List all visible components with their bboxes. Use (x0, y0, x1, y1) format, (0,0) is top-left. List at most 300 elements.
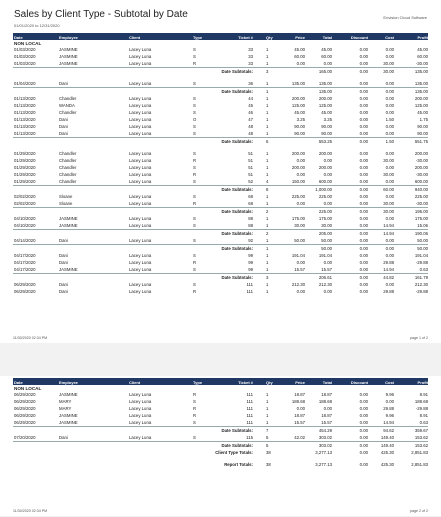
cell-ticket: 33 (248, 61, 253, 66)
subtotal-label: Date Subtotals: (221, 209, 253, 214)
column-header-total: Total (322, 34, 332, 40)
cell-discount: 0.00 (359, 131, 368, 136)
cell-client: Lacey Luna (129, 81, 152, 86)
cell-date: 06/29/2020 (14, 289, 36, 294)
cell-client: Lacey Luna (129, 47, 152, 52)
cell-cost: 29.88 (383, 289, 394, 294)
cell-cost: 14.94 (383, 267, 394, 272)
cell-cost: 9.96 (385, 413, 394, 418)
cell-client: Lacey Luna (129, 54, 152, 59)
cell-cost: 0.00 (385, 54, 394, 59)
column-header-type: Type (193, 34, 203, 40)
cell-cost: 149.40 (380, 435, 394, 440)
cell-price: 0.00 (296, 406, 305, 411)
cell-ticket: 51 (248, 158, 253, 163)
cell-discount: 0.00 (359, 187, 368, 192)
subtotal-label: Report Totals: (224, 462, 253, 467)
table-row (13, 391, 428, 398)
cell-profit: 135.00 (414, 89, 428, 94)
table-row (13, 259, 428, 266)
cell-discount: 0.00 (359, 231, 368, 236)
cell-employee: Dani (59, 124, 68, 129)
table-row (13, 200, 428, 207)
cell-employee: Chandler (59, 96, 77, 101)
cell-qty: 1 (266, 223, 269, 228)
cell-discount: 0.00 (359, 110, 368, 115)
cell-client: Lacey Luna (129, 61, 152, 66)
cell-date: 01/13/2020 (14, 96, 36, 101)
table-row (13, 419, 428, 426)
cell-cost: 0.00 (385, 282, 394, 287)
cell-cost: 0.00 (385, 89, 394, 94)
cell-client: Lacey Luna (129, 223, 152, 228)
cell-total: 0.00 (323, 172, 332, 177)
cell-client: Lacey Luna (129, 110, 152, 115)
cell-discount: 0.00 (359, 54, 368, 59)
cell-discount: 0.00 (359, 124, 368, 129)
cell-qty: 1 (266, 406, 269, 411)
cell-qty: 1 (266, 124, 269, 129)
cell-date: 06/29/2020 (14, 392, 36, 397)
cell-cost: 0.00 (385, 96, 394, 101)
cell-discount: 0.00 (359, 406, 368, 411)
cell-total: 175.00 (318, 216, 332, 221)
cell-type: O (193, 117, 197, 122)
cell-discount: 0.00 (359, 289, 368, 294)
cell-discount: 0.00 (359, 246, 368, 251)
table-row (13, 109, 428, 116)
totals-row (13, 461, 428, 468)
cell-discount: 0.00 (359, 275, 368, 280)
cell-employee: Dani (59, 289, 68, 294)
cell-profit: 50.00 (417, 238, 428, 243)
cell-date: 04/17/2020 (14, 253, 36, 258)
print-timestamp: 11/30/2020 02:34 PM (13, 336, 48, 340)
report-rows (13, 391, 428, 468)
cell-cost: 0.00 (385, 246, 394, 251)
subtotal-row (13, 229, 428, 237)
cell-discount: 0.00 (359, 238, 368, 243)
cell-qty: 5 (266, 443, 269, 448)
subtotal-row (13, 137, 428, 145)
cell-cost: 0.00 (385, 216, 394, 221)
cell-cost: 0.00 (385, 81, 394, 86)
cell-total: 3,277.13 (315, 450, 332, 455)
cell-profit: 0.63 (419, 267, 428, 272)
cell-qty: 1 (266, 238, 269, 243)
cell-type: S (193, 420, 196, 425)
report-rows (13, 46, 428, 295)
cell-qty: 4 (266, 179, 269, 184)
cell-employee: MARY (59, 406, 72, 411)
cell-ticket: 51 (248, 165, 253, 170)
cell-client: Lacey Luna (129, 420, 152, 425)
cell-total: 3,277.13 (315, 462, 332, 467)
cell-price: 18.87 (294, 392, 305, 397)
cell-qty: 1 (266, 47, 269, 52)
cell-price: 175.00 (291, 216, 305, 221)
cell-type: R (193, 158, 197, 163)
cell-qty: 2 (266, 209, 269, 214)
cell-total: 0.00 (323, 158, 332, 163)
cell-type: R (193, 392, 197, 397)
cell-type: S (193, 47, 196, 52)
table-row (13, 281, 428, 288)
cell-total: 135.00 (318, 89, 332, 94)
cell-total: 60.00 (321, 54, 332, 59)
cell-cost: 0.00 (385, 131, 394, 136)
cell-profit: 190.06 (414, 231, 428, 236)
cell-total: 45.00 (321, 110, 332, 115)
totals-row (13, 449, 428, 456)
cell-cost: 29.88 (383, 406, 394, 411)
cell-profit: 359.67 (414, 428, 428, 433)
cell-profit: -30.00 (415, 201, 428, 206)
cell-discount: 0.00 (359, 201, 368, 206)
column-header-cost: Cost (385, 34, 394, 40)
cell-cost: 0.00 (385, 179, 394, 184)
cell-profit: 135.00 (414, 69, 428, 74)
cell-type: R (193, 406, 197, 411)
cell-client: Lacey Luna (129, 392, 152, 397)
cell-date: 07/20/2020 (14, 435, 36, 440)
cell-total: 135.00 (318, 81, 332, 86)
cell-cost: 149.40 (380, 443, 394, 448)
cell-type: S (193, 165, 196, 170)
cell-price: 225.00 (291, 194, 305, 199)
table-row (13, 95, 428, 102)
cell-qty: 1 (266, 61, 269, 66)
cell-employee: Dani (59, 117, 68, 122)
cell-discount: 0.00 (359, 179, 368, 184)
cell-client: Lacey Luna (129, 216, 152, 221)
cell-total: 15.57 (321, 420, 332, 425)
cell-date: 02/02/2020 (14, 194, 36, 199)
cell-profit: 2,851.83 (411, 450, 428, 455)
cell-profit: 551.75 (414, 139, 428, 144)
cell-qty: 1 (266, 158, 269, 163)
cell-client: Lacey Luna (129, 179, 152, 184)
cell-price: 90.00 (294, 124, 305, 129)
cell-cost: 1.50 (385, 139, 394, 144)
cell-qty: 1 (266, 420, 269, 425)
cell-type: S (193, 151, 196, 156)
cell-client: Lacey Luna (129, 131, 152, 136)
report-date-range: 01/01/2020 to 12/31/2020 (14, 23, 60, 28)
cell-total: 165.00 (318, 69, 332, 74)
cell-type: S (193, 399, 196, 404)
cell-client: Lacey Luna (129, 124, 152, 129)
cell-profit: 225.00 (414, 194, 428, 199)
cell-ticket: 68 (248, 194, 253, 199)
cell-ticket: 44 (248, 96, 253, 101)
cell-qty: 1 (266, 399, 269, 404)
subtotal-row (13, 67, 428, 75)
cell-price: 200.00 (291, 165, 305, 170)
subtotal-row (13, 244, 428, 252)
cell-price: 18.87 (294, 413, 305, 418)
cell-ticket: 111 (246, 392, 253, 397)
cell-profit: -30.00 (415, 158, 428, 163)
cell-date: 01/29/2020 (14, 158, 36, 163)
cell-profit: -29.88 (415, 289, 428, 294)
cell-total: 553.25 (318, 139, 332, 144)
cell-discount: 0.00 (359, 89, 368, 94)
cell-client: Lacey Luna (129, 289, 152, 294)
cell-client: Lacey Luna (129, 399, 152, 404)
column-header-qty: Qty (266, 34, 273, 40)
cell-discount: 0.00 (359, 413, 368, 418)
subtotal-label: Date Subtotals: (221, 89, 253, 94)
cell-discount: 0.00 (359, 69, 368, 74)
table-row (13, 60, 428, 67)
cell-client: Lacey Luna (129, 413, 152, 418)
cell-discount: 0.00 (359, 158, 368, 163)
cell-qty: 1 (266, 110, 269, 115)
cell-discount: 0.00 (359, 260, 368, 265)
cell-date: 04/17/2020 (14, 267, 36, 272)
cell-ticket: 111 (246, 289, 253, 294)
cell-price: 212.30 (291, 282, 305, 287)
column-header-price: Price (295, 379, 305, 385)
company-name: Envision Cloud Software (383, 15, 427, 20)
cell-cost: 14.94 (383, 420, 394, 425)
cell-employee: Chandler (59, 110, 77, 115)
column-header-employee: Employee (59, 379, 78, 385)
cell-discount: 0.00 (359, 282, 368, 287)
cell-type: S (193, 223, 196, 228)
cell-qty: 1 (266, 103, 269, 108)
cell-qty: 1 (266, 282, 269, 287)
cell-qty: 3 (266, 69, 269, 74)
group-name: NON LOCAL (14, 41, 42, 46)
cell-client: Lacey Luna (129, 406, 152, 411)
cell-cost: 0.00 (385, 151, 394, 156)
cell-discount: 0.00 (359, 420, 368, 425)
cell-discount: 0.00 (359, 443, 368, 448)
cell-cost: 0.00 (385, 103, 394, 108)
table-row (13, 405, 428, 412)
cell-qty: 1 (266, 216, 269, 221)
column-header-qty: Qty (266, 379, 273, 385)
cell-type: R (193, 413, 197, 418)
cell-profit: 200.00 (414, 151, 428, 156)
cell-cost: 0.00 (385, 399, 394, 404)
print-timestamp: 11/30/2020 02:34 PM (13, 509, 48, 513)
cell-profit: 212.30 (414, 282, 428, 287)
cell-price: 45.00 (294, 110, 305, 115)
cell-total: 200.00 (318, 151, 332, 156)
subtotal-row (13, 273, 428, 281)
cell-ticket: 99 (248, 260, 253, 265)
cell-date: 01/29/2020 (14, 151, 36, 156)
cell-employee: Chandler (59, 165, 77, 170)
cell-client: Lacey Luna (129, 96, 152, 101)
cell-price: 0.00 (296, 289, 305, 294)
cell-cost: 30.00 (383, 158, 394, 163)
table-row (13, 222, 428, 229)
cell-employee: JASMINE (59, 267, 78, 272)
cell-type: S (193, 103, 196, 108)
cell-profit: 60.00 (417, 54, 428, 59)
cell-profit: 175.00 (414, 216, 428, 221)
cell-profit: 8.91 (419, 413, 428, 418)
cell-price: 0.00 (296, 61, 305, 66)
column-header-client: Client (129, 34, 141, 40)
cell-price: 42.02 (294, 435, 305, 440)
cell-client: Lacey Luna (129, 238, 152, 243)
cell-client: Lacey Luna (129, 172, 152, 177)
cell-profit: 153.62 (414, 443, 428, 448)
cell-qty: 1 (266, 246, 269, 251)
table-row (13, 434, 428, 441)
cell-total: 200.00 (318, 165, 332, 170)
column-header-bar (13, 378, 428, 385)
cell-date: 04/10/2020 (14, 216, 36, 221)
cell-cost: 14.94 (383, 231, 394, 236)
cell-discount: 0.00 (359, 47, 368, 52)
cell-cost: 1.50 (385, 117, 394, 122)
cell-total: 0.00 (323, 61, 332, 66)
cell-type: R (193, 260, 197, 265)
cell-profit: 2,851.83 (411, 462, 428, 467)
cell-cost: 30.00 (383, 201, 394, 206)
table-row (13, 157, 428, 164)
table-row (13, 150, 428, 157)
cell-date: 01/13/2020 (14, 117, 36, 122)
cell-total: 303.02 (318, 435, 332, 440)
cell-cost: 9.96 (385, 392, 394, 397)
cell-total: 30.00 (321, 223, 332, 228)
cell-employee: Chandler (59, 158, 77, 163)
cell-employee: Dani (59, 260, 68, 265)
subtotal-label: Date Subtotals: (221, 187, 253, 192)
cell-client: Lacey Luna (129, 253, 152, 258)
cell-discount: 0.00 (359, 428, 368, 433)
cell-ticket: 99 (248, 253, 253, 258)
cell-cost: 94.62 (383, 428, 394, 433)
table-row (13, 252, 428, 259)
cell-total: 188.68 (318, 399, 332, 404)
cell-ticket: 88 (248, 223, 253, 228)
cell-profit: 45.00 (417, 47, 428, 52)
subtotal-label: Date Subtotals: (221, 275, 253, 280)
subtotal-row (13, 426, 428, 434)
cell-price: 135.00 (291, 81, 305, 86)
cell-qty: 1 (266, 289, 269, 294)
cell-qty: 1 (266, 267, 269, 272)
cell-qty: 1 (266, 165, 269, 170)
cell-cost: 0.00 (385, 253, 394, 258)
cell-cost: 425.30 (380, 450, 394, 455)
cell-employee: JASMINE (59, 413, 78, 418)
cell-qty: 1 (266, 194, 269, 199)
cell-price: 0.00 (296, 172, 305, 177)
cell-price: 150.00 (291, 179, 305, 184)
cell-profit: 195.00 (414, 209, 428, 214)
cell-total: 18.87 (321, 413, 332, 418)
cell-client: Lacey Luna (129, 194, 152, 199)
cell-total: 50.00 (321, 238, 332, 243)
cell-discount: 0.00 (359, 450, 368, 455)
cell-cost: 14.94 (383, 223, 394, 228)
cell-employee: Dani (59, 435, 68, 440)
cell-discount: 0.00 (359, 96, 368, 101)
cell-price: 50.00 (294, 238, 305, 243)
cell-cost: 0.00 (385, 238, 394, 243)
cell-discount: 0.00 (359, 462, 368, 467)
cell-date: 06/29/2020 (14, 282, 36, 287)
cell-type: S (193, 238, 196, 243)
column-header-bar (13, 33, 428, 40)
cell-cost: 44.82 (383, 275, 394, 280)
cell-qty: 1 (266, 201, 269, 206)
subtotal-row (13, 87, 428, 95)
column-header-type: Type (193, 379, 203, 385)
table-row (13, 130, 428, 137)
cell-price: 15.57 (294, 420, 305, 425)
cell-employee: JASMINE (59, 223, 78, 228)
cell-total: 303.02 (318, 443, 332, 448)
column-header-profit: Profit (417, 34, 428, 40)
cell-type: S (193, 81, 196, 86)
cell-date: 01/03/2020 (14, 54, 36, 59)
cell-profit: -30.00 (415, 61, 428, 66)
cell-employee: Sloane (59, 201, 73, 206)
cell-profit: 90.00 (417, 131, 428, 136)
cell-ticket: 47 (248, 117, 253, 122)
cell-total: 0.00 (323, 260, 332, 265)
cell-type: S (193, 54, 196, 59)
cell-qty: 1 (266, 172, 269, 177)
cell-employee: Chandler (59, 151, 77, 156)
group-name: NON LOCAL (14, 386, 42, 391)
cell-profit: 200.00 (414, 96, 428, 101)
cell-type: S (193, 253, 196, 258)
cell-type: S (193, 194, 196, 199)
column-header-discount: Discount (350, 34, 368, 40)
cell-profit: 940.00 (414, 187, 428, 192)
cell-profit: -29.88 (415, 406, 428, 411)
cell-discount: 0.00 (359, 209, 368, 214)
cell-total: 200.00 (318, 96, 332, 101)
cell-cost: 60.00 (383, 187, 394, 192)
cell-qty: 1 (266, 96, 269, 101)
cell-ticket: 88 (248, 216, 253, 221)
column-header-date: Date (14, 379, 23, 385)
cell-date: 01/04/2020 (14, 81, 36, 86)
column-header-date: Date (14, 34, 23, 40)
cell-employee: Dani (59, 238, 68, 243)
cell-employee: Dani (59, 131, 68, 136)
cell-client: Lacey Luna (129, 435, 152, 440)
table-row (13, 164, 428, 171)
cell-profit: -29.88 (415, 260, 428, 265)
cell-cost: 0.00 (385, 165, 394, 170)
cell-qty: 1 (266, 117, 269, 122)
cell-profit: 45.00 (417, 110, 428, 115)
cell-employee: Sloane (59, 194, 73, 199)
cell-date: 01/13/2020 (14, 131, 36, 136)
page-number: page 2 of 2 (410, 509, 428, 513)
cell-ticket: 46 (248, 110, 253, 115)
cell-employee: Dani (59, 253, 68, 258)
cell-ticket: 48 (248, 131, 253, 136)
cell-type: S (193, 267, 196, 272)
cell-profit: -30.00 (415, 172, 428, 177)
cell-date: 01/13/2020 (14, 103, 36, 108)
cell-discount: 0.00 (359, 117, 368, 122)
